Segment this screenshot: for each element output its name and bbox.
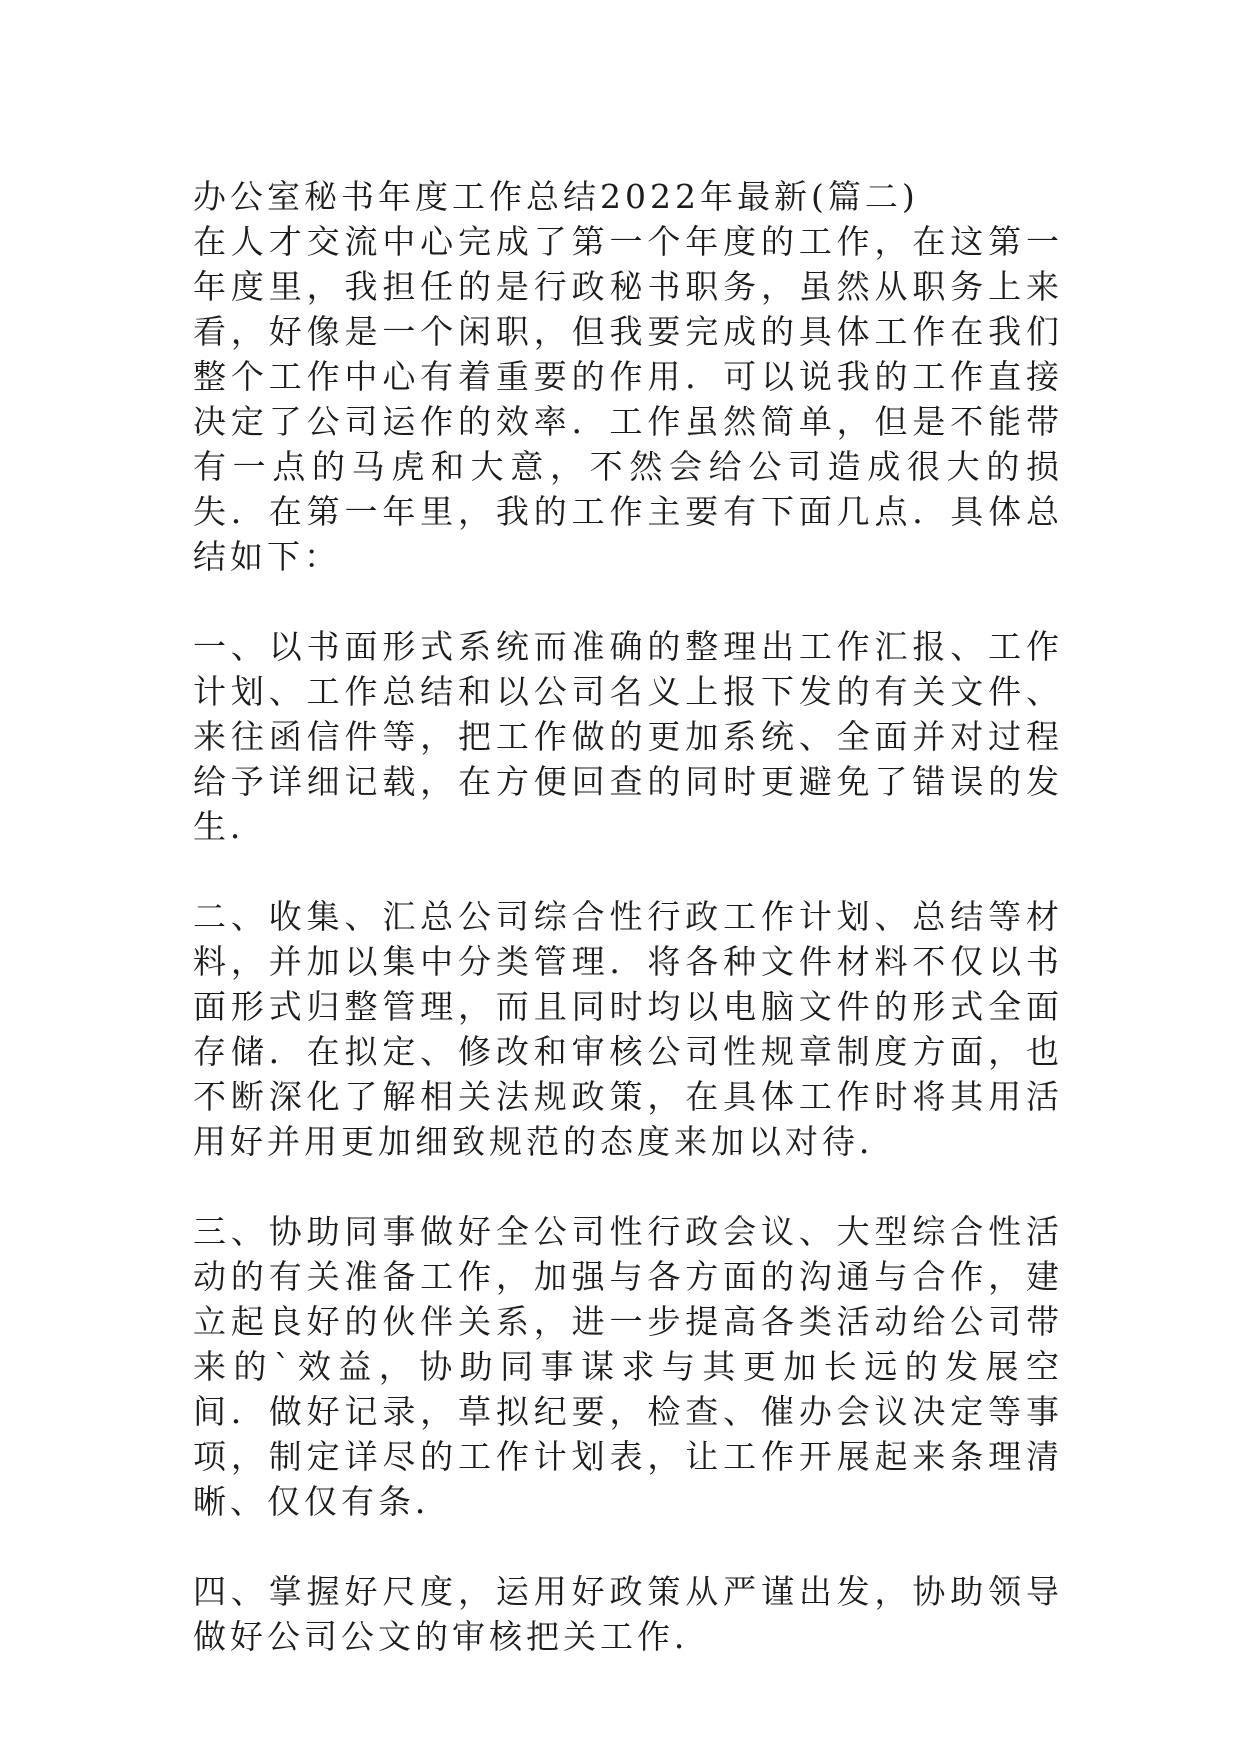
section-paragraph-1: 一、以书面形式系统而准确的整理出工作汇报、工作计划、工作总结和以公司名义上报下发的有关文件、来往函信件等，把工作做的更加系统、全面并对过程给予详细记载，在方便回查的同时更避免了错误的发生． xyxy=(193,627,1063,846)
document-body xyxy=(193,174,1063,1659)
section-paragraph-4: 四、掌握好尺度，运用好政策从严谨出发，协助领导做好公司公文的审核把关工作． xyxy=(193,1572,1063,1656)
intro-paragraph: 在人才交流中心完成了第一个年度的工作，在这第一年度里，我担任的是行政秘书职务，虽然从职务上来看，好像是一个闲职，但我要完成的具体工作在我们整个工作中心有着重要的作用．可以说我的工作直接决定了公司运作的效率．工作虽然简单，但是不能带有一点的马虎和大意，不然会给公司造成很大的损失．在第一年里，我的工作主要有下面几点．具体总结如下： xyxy=(193,222,1063,576)
section-paragraph-3: 三、协助同事做好全公司性行政会议、大型综合性活动的有关准备工作，加强与各方面的沟通与合作，建立起良好的伙伴关系，进一步提高各类活动给公司带来的`效益，协助同事谋求与其更加长远的发展空间．做好记录，草拟纪要，检查、催办会议决定等事项，制定详尽的工作计划表，让工作开展起来条理清晰、仅仅有条． xyxy=(193,1212,1063,1521)
document-title: 办公室秘书年度工作总结2022年最新(篇二) xyxy=(193,177,919,216)
section-paragraph-2: 二、收集、汇总公司综合性行政工作计划、总结等材料，并加以集中分类管理．将各种文件材料不仅以书面形式归整管理，而且同时均以电脑文件的形式全面存储．在拟定、修改和审核公司性规章制度方面，也不断深化了解相关法规政策，在具体工作时将其用活用好并用更加细致规范的态度来加以对待． xyxy=(193,897,1063,1161)
